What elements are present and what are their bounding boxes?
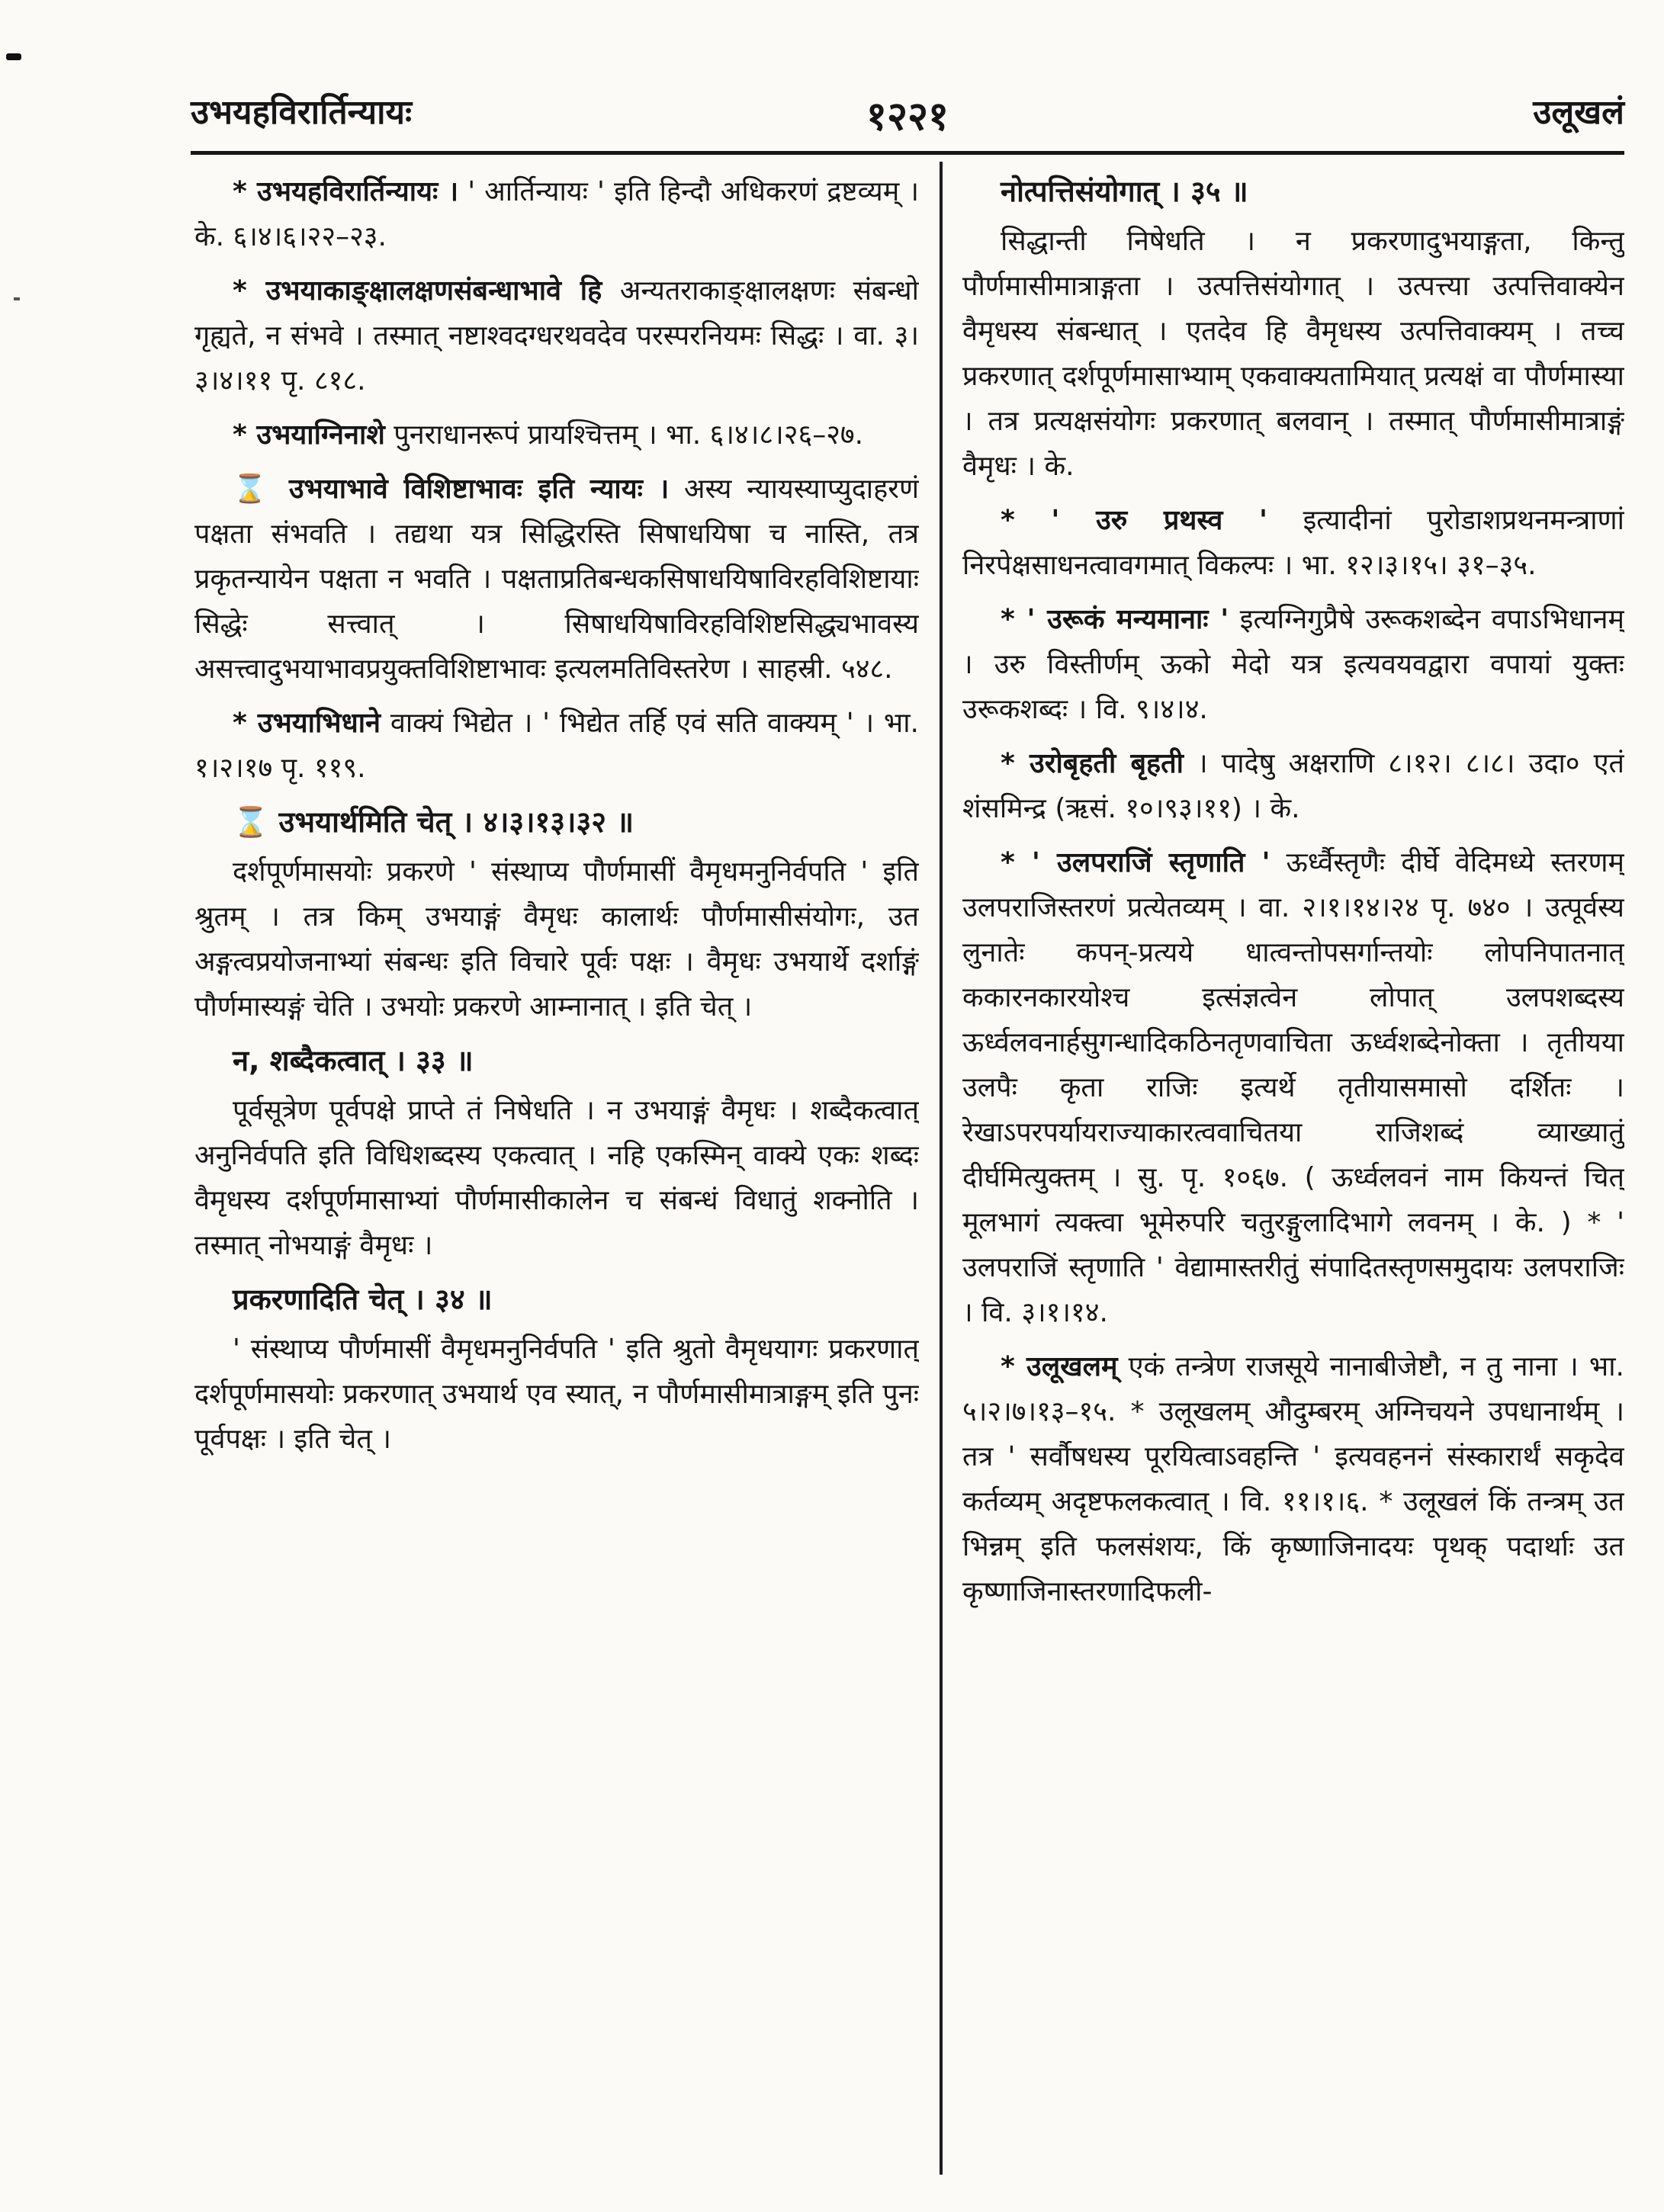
header-right-term: उलूखलं [1533, 93, 1624, 132]
entry-paragraph [194, 1088, 919, 1268]
sutra-heading: न, शब्दैकत्वात् । ३३ ॥ [233, 1044, 474, 1077]
entry-headword: * उरोबृहती बृहती [1001, 748, 1184, 779]
sutra-heading: ⌛ उभयार्थमिति चेत् । ४।३।१३।३२ ॥ [233, 805, 634, 839]
entry-text: सिद्धान्ती निषेधति । न प्रकरणादुभयाङ्गता, किन्तु पौर्णमासीमात्राङ्गता । उत्पत्तिसंयोगात् । उत्पत्त्या उत्पत्तिवाक्येन वैमृधस्य संबन्धात् । एतदेव हि वैमृधस्य उत्पत्तिवाक्यम् । तच्च प्रकरणात् दर्शपूर्णमासाभ्याम् एकवाक्यतामियात् प्रत्यक्षं वा पौर्णमास्या । तत्र प्रत्यक्षसंयोगः प्रकरणात् बलवान् । तस्मात् पौर्णमासीमात्राङ्गं वैमृधः । के. [962, 226, 1624, 482]
entry-text: अन्यतराकाङ्क्षालक्षणः संबन्धो गृह्यते, न संभवे । तस्मात् नष्टाश्वदग्धरथवदेव परस्परनियमः सिद्धः । वा. ३।३।४।११ पृ. ८१८. [194, 275, 919, 396]
entry-text: वाक्यं भिद्येत । ' भिद्येत तर्हि एवं सति वाक्यम् ' । भा. १।२।१७ पृ. ११९. [194, 708, 919, 784]
left-column [194, 169, 919, 2182]
entry-headword: * उभयाभिधाने [233, 708, 381, 739]
entry-paragraph [962, 597, 1624, 732]
entry-paragraph [194, 413, 919, 457]
entry-text: । पादेषु अक्षराणि ८।१२। ८।८। उदा० एतं शंसमिन्द्र (ऋसं. १०।९३।११) । के. [962, 748, 1624, 824]
entry-paragraph [194, 169, 919, 259]
entry-headword: ⌛ उभयाभावे विशिष्टाभावः इति न्यायः । [233, 474, 670, 505]
entry-text: ' आर्तिन्यायः ' इति हिन्दौ अधिकरणं द्रष्टव्यम् । के. ६।४।६।२२–२३. [194, 176, 919, 252]
sutra-heading: नोत्पत्तिसंयोगात् । ३५ ॥ [1001, 175, 1248, 208]
entry-headword: * ' उरूकं मन्यमानाः ' [1001, 604, 1229, 635]
entry-headword: * उलूखलम् [1001, 1351, 1118, 1382]
entry-text: एकं तन्त्रेण राजसूये नानाबीजेष्टौ, न तु नाना । भा. ५।२।७।१३–१५. * उलूखलम् औदुम्बरम् अग्निचयने उपधानार्थम् । तत्र ' सर्वौषधस्य पूरयित्वाऽवहन्ति ' इत्यवहननं संस्कारार्थं सकृदेव कर्तव्यम् अदृष्टफलकत्वात् । वि. ११।१।६. * उलूखलं किं तन्त्रम् उत भिन्नम् इति फलसंशयः, किं कृष्णाजिनादयः पृथक् पदार्थाः उत कृष्णाजिनास्तरणादिफली- [962, 1351, 1624, 1607]
entry-headword: * उभयाकाङ्क्षालक्षणसंबन्धाभावे हि [233, 275, 602, 307]
entry-text: इत्यादीनां पुरोडाशप्रथनमन्त्राणां निरपेक्षसाधनत्वावगमात् विकल्पः । भा. १२।३।१५। ३१–३५. [962, 505, 1624, 581]
entry-paragraph [194, 467, 919, 692]
entry-text: अस्य न्यायस्याप्युदाहरणं पक्षता संभवति । तद्यथा यत्र सिद्धिरस्ति सिषाधयिषा च नास्ति, तत्र प्रकृतन्यायेन पक्षता न भवति । पक्षताप्रतिबन्धकसिषाधयिषाविरहविशिष्टायाः सिद्धेः सत्त्वात् । सिषाधयिषाविरहविशिष्टसिद्ध्यभावस्य असत्त्वादुभयाभावप्रयुक्तविशिष्टाभावः इत्यलमतिविस्तरेण । साहस्री. ५४८. [194, 474, 919, 685]
entry-text: पूर्वसूत्रेण पूर्वपक्षे प्राप्ते तं निषेधति । न उभयाङ्गं वैमृधः । शब्दैकत्वात् अनुनिर्वपति इति विधिशब्दस्य एकत्वात् । नहि एकस्मिन् वाक्ये एकः शब्दः वैमृधस्य दर्शपूर्णमासाभ्यां पौर्णमासीकालेन च संबन्धं विधातुं शक्नोति । तस्मात् नोभयाङ्गं वैमृधः । [194, 1095, 919, 1261]
entry-text: इत्यग्निगुप्रैषे उरूकशब्देन वपाऽभिधानम् । उरु विस्तीर्णम् ऊको मेदो यत्र इत्यवयवद्वारा वपायां युक्तः उरूकशब्दः । वि. ९।४।४. [962, 604, 1624, 725]
entry-headword: * ' उरु प्रथस्व ' [1001, 505, 1268, 536]
entry-paragraph [962, 741, 1624, 831]
scan-mark-small [14, 297, 20, 300]
entry-paragraph [962, 840, 1624, 1335]
entry-text: ऊर्ध्वैस्तृणैः दीर्घे वेदिमध्ये स्तरणम् उलपराजिस्तरणं प्रत्येतव्यम् । वा. २।१।१४।२४ पृ. ७४० । उत्पूर्वस्य लुनातेः कपन्-प्रत्यये धात्वन्तोपसर्गान्तयोः लोपनिपातनात् ककारनकारयोश्च इत्संज्ञत्वेन लोपात् उलपशब्दस्य ऊर्ध्वलवनार्हसुगन्धादिकठिनतृणवाचिता ऊर्ध्वशब्देनोक्ता । तृतीयया उलपैः कृता राजिः इत्यर्थे तृतीयासमासो दर्शितः । रेखाऽपरपर्यायराज्याकारत्ववाचितया राजिशब्दं व्याख्यातुं दीर्घमित्युक्तम् । सु. पृ. १०६७. ( ऊर्ध्वलवनं नाम कियन्तं चित् मूलभागं त्यक्त्वा भूमेरुपरि चतुरङ्गुलादिभागे लवनम् । के. ) * ' उलपराजिं स्तृणाति ' वेद्यामास्तरीतुं संपादितस्तृणसमुदायः उलपराजिः । वि. ३।१।१४. [962, 847, 1624, 1328]
entry-paragraph [962, 498, 1624, 588]
entry-text: पुनराधानरूपं प्रायश्चित्तम् । भा. ६।४।८।२६–२७. [384, 419, 864, 451]
column-divider [940, 162, 943, 2175]
entry-paragraph [194, 268, 919, 403]
header-left-term: उभयहविरार्तिन्यायः [191, 93, 412, 132]
entry-paragraph [962, 1344, 1624, 1614]
header-rule [191, 151, 1624, 155]
entry-headword: * उभयाग्निनाशे [233, 419, 385, 451]
scan-mark [6, 53, 21, 60]
right-column [962, 169, 1624, 2182]
entry-paragraph [194, 701, 919, 791]
running-header [191, 88, 1624, 141]
entry-paragraph [194, 1327, 919, 1462]
entry-paragraph [962, 219, 1624, 489]
entry-text: ' संस्थाप्य पौर्णमासीं वैमृधमनुनिर्वपति ' इति श्रुतो वैमृधयागः प्रकरणात् दर्शपूर्णमासयोः प्रकरणात् उभयार्थ एव स्यात्, न पौर्णमासीमात्राङ्गम् इति पुनः पूर्वपक्षः । इति चेत् । [194, 1334, 919, 1455]
sutra-heading: प्रकरणादिति चेत् । ३४ ॥ [233, 1283, 493, 1316]
entry-headword: * ' उलपराजिं स्तृणाति ' [1001, 847, 1270, 878]
entry-headword: * उभयहविरार्तिन्यायः । [233, 176, 459, 207]
entry-text: दर्शपूर्णमासयोः प्रकरणे ' संस्थाप्य पौर्णमासीं वैमृधमनुनिर्वपति ' इति श्रुतम् । तत्र किम् उभयाङ्गं वैमृधः कालार्थः पौर्णमासीसंयोगः, उत अङ्गत्वप्रयोजनाभ्यां संबन्धः इति विचारे पूर्वः पक्षः । वैमृधः उभयार्थे दर्शाङ्गं पौर्णमास्यङ्गं चेति । उभयोः प्रकरणे आम्नानात् । इति चेत् । [194, 856, 919, 1023]
entry-paragraph [194, 849, 919, 1029]
page-number: १२२१ [866, 94, 949, 140]
